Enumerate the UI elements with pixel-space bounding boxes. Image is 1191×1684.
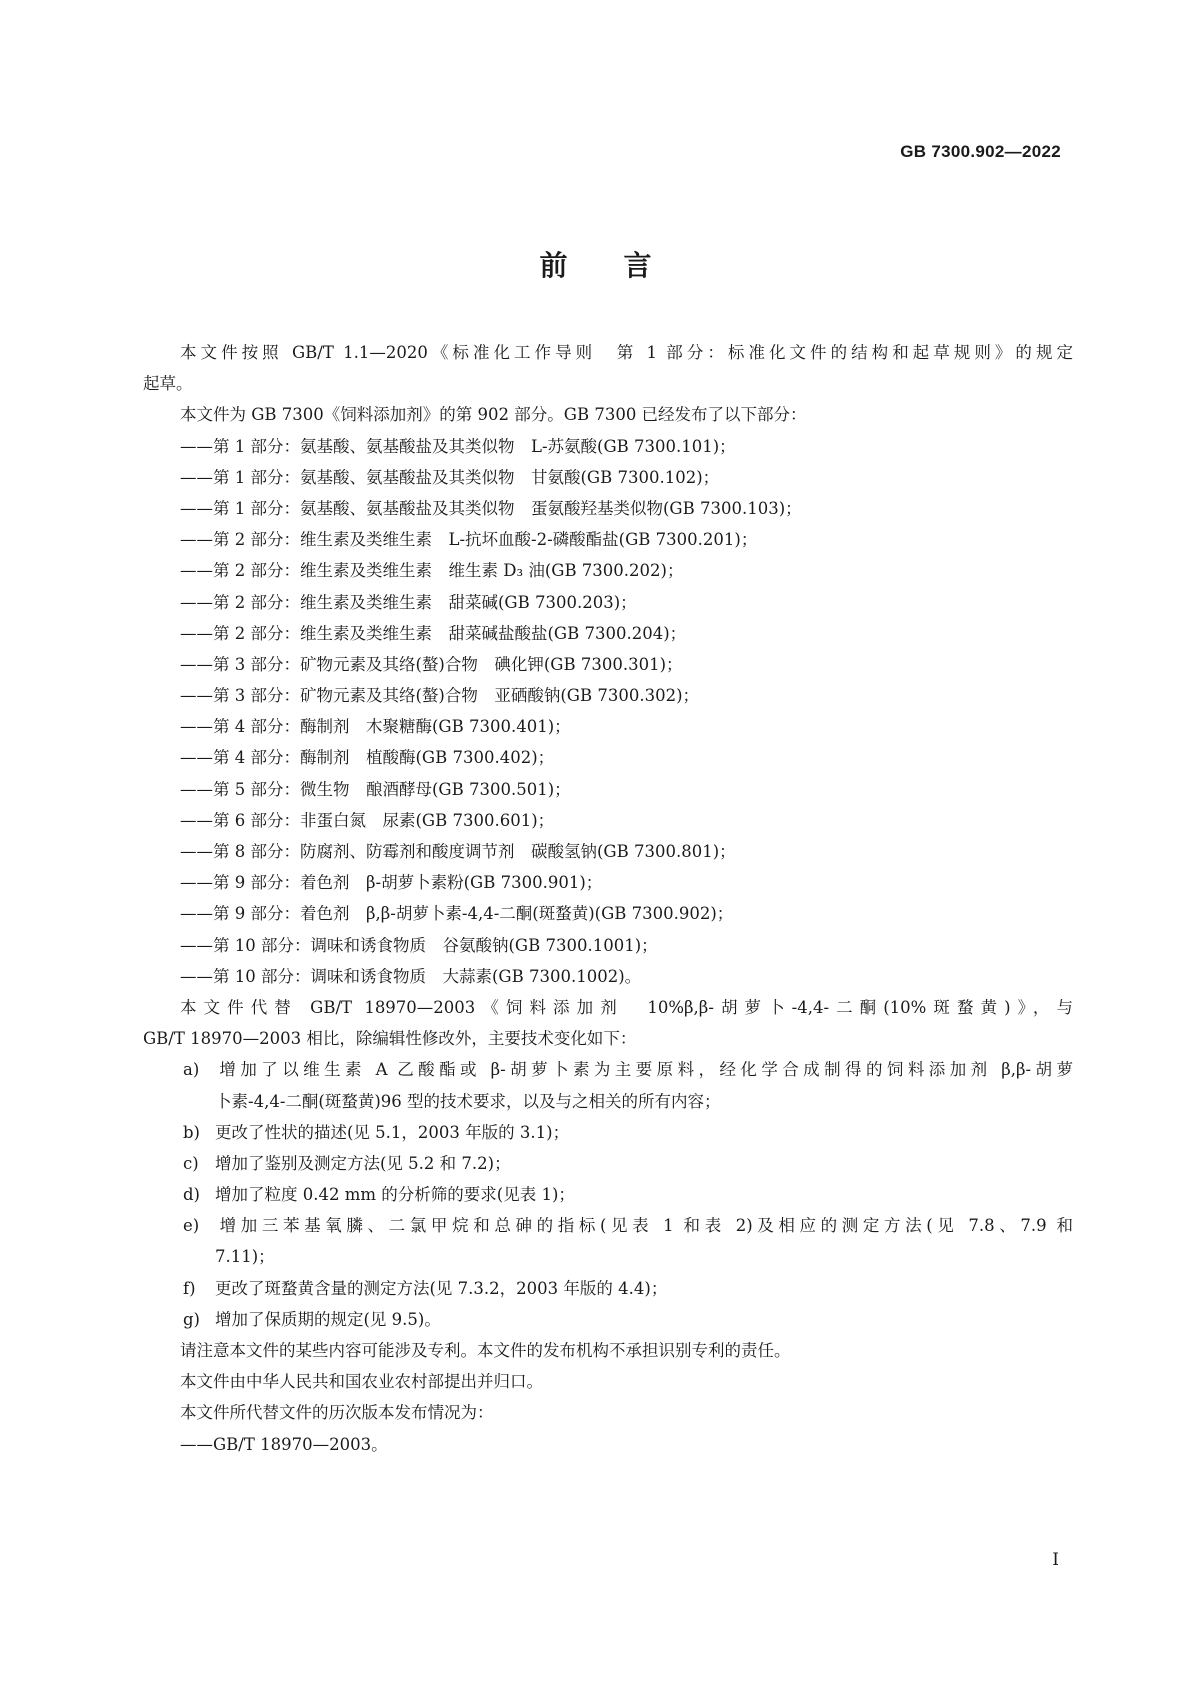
item-label: c) — [183, 1153, 199, 1173]
list-item: ——第 4 部分：酶制剂 植酸酶(GB 7300.402)； — [180, 748, 555, 768]
list-item: ——第 4 部分：酶制剂 木聚糖酶(GB 7300.401)； — [180, 717, 571, 737]
change-item-e — [143, 1210, 1073, 1241]
change-item-g — [143, 1304, 1073, 1335]
list-item: ——第 1 部分：氨基酸、氨基酸盐及其类似物 L-苏氨酸(GB 7300.101)； — [180, 436, 736, 456]
page-number: I — [1052, 1550, 1059, 1570]
page-title: 前言 — [539, 249, 708, 282]
item-text: 增加了粒度 0.42 mm 的分析筛的要求(见表 1)； — [215, 1185, 575, 1205]
replace-statement-line-1: 本文件代替 GB/T 18970—2003《饲料添加剂 10%β,β-胡萝卜-4,4-二酮(10%斑蝥黄)》，与 — [180, 997, 1073, 1017]
item-text: 增加了鉴别及测定方法(见 5.2 和 7.2)； — [215, 1153, 511, 1173]
list-item: ——第 1 部分：氨基酸、氨基酸盐及其类似物 蛋氨酸羟基类似物(GB 7300.103)； — [180, 498, 802, 518]
list-item: ——第 2 部分：维生素及类维生素 L-抗坏血酸-2-磷酸酯盐(GB 7300.201)； — [180, 530, 758, 550]
item-label: d) — [183, 1185, 200, 1205]
item-text: 更改了斑蝥黄含量的测定方法(见 7.3.2，2003 年版的 4.4)； — [215, 1278, 668, 1298]
list-item: ——第 10 部分：调味和诱食物质 谷氨酸钠(GB 7300.1001)； — [180, 935, 658, 955]
list-item: ——第 6 部分：非蛋白氮 尿素(GB 7300.601)； — [180, 810, 555, 830]
list-item: ——第 5 部分：微生物 酿酒酵母(GB 7300.501)； — [180, 779, 571, 799]
parts-list — [143, 431, 1073, 992]
item-text: 增加了保质期的规定(见 9.5)。 — [215, 1309, 441, 1329]
list-item: ——第 3 部分：矿物元素及其络(螯)合物 亚硒酸钠(GB 7300.302)； — [180, 686, 700, 706]
item-text: 增加三苯基氧膦、二氯甲烷和总砷的指标(见表 1 和表 2)及相应的测定方法(见 7.8、7.9 和 — [215, 1216, 1073, 1236]
item-label: a) — [183, 1060, 200, 1080]
change-item-c — [143, 1148, 1073, 1179]
history-item: ——GB/T 18970—2003。 — [180, 1434, 388, 1454]
item-text: 增加了以维生素 A 乙酸酯或 β-胡萝卜素为主要原料，经化学合成制得的饲料添加剂 β,β-胡萝 — [215, 1060, 1073, 1080]
list-item: ——第 2 部分：维生素及类维生素 维生素 D₃ 油(GB 7300.202)； — [180, 561, 684, 581]
change-item-a — [143, 1054, 1073, 1085]
list-item: ——第 8 部分：防腐剂、防霉剂和酸度调节剂 碳酸氢钠(GB 7300.801)； — [180, 842, 736, 861]
change-item-d — [143, 1179, 1073, 1210]
foreword-body — [143, 337, 1073, 1460]
proposer-statement: 本文件由中华人民共和国农业农村部提出并归口。 — [180, 1372, 543, 1392]
doc-code-header: GB 7300.902—2022 — [900, 142, 1061, 161]
list-item: ——第 1 部分：氨基酸、氨基酸盐及其类似物 甘氨酸(GB 7300.102)； — [180, 467, 720, 487]
list-item: ——第 3 部分：矿物元素及其络(螯)合物 碘化钾(GB 7300.301)； — [180, 654, 683, 674]
change-item-b — [143, 1117, 1073, 1148]
list-item: ——第 2 部分：维生素及类维生素 甜菜碱盐酸盐(GB 7300.204)； — [180, 623, 687, 643]
item-label: e) — [183, 1216, 200, 1236]
history-intro: 本文件所代替文件的历次版本发布情况为： — [180, 1403, 494, 1423]
change-item-f — [143, 1273, 1073, 1304]
item-label: b) — [183, 1122, 200, 1142]
list-item: ——第 9 部分：着色剂 β,β-胡萝卜素-4,4-二酮(斑蝥黄)(GB 7300.902)； — [180, 904, 734, 924]
patent-notice: 请注意本文件的某些内容可能涉及专利。本文件的发布机构不承担识别专利的责任。 — [180, 1341, 791, 1360]
list-item: ——第 9 部分：着色剂 β-胡萝卜素粉(GB 7300.901)； — [180, 873, 603, 893]
changes-list — [143, 1054, 1073, 1335]
intro-paragraph-line-2: 起草。 — [143, 374, 193, 394]
series-statement: 本文件为 GB 7300《饲料添加剂》的第 902 部分。GB 7300 已经发布了以下部分： — [180, 405, 807, 425]
list-item: ——第 10 部分：调味和诱食物质 大蒜素(GB 7300.1002)。 — [180, 966, 642, 986]
item-label: g) — [183, 1309, 200, 1329]
item-label: f) — [183, 1278, 196, 1298]
change-item-a-continued: 卜素-4,4-二酮(斑蝥黄)96 型的技术要求，以及与之相关的所有内容； — [215, 1091, 721, 1111]
intro-paragraph-line-1: 本文件按照 GB/T 1.1—2020《标准化工作导则 第 1 部分：标准化文件的结构和起草规则》的规定 — [180, 343, 1073, 362]
change-item-e-continued: 7.11)； — [215, 1247, 275, 1267]
item-text: 更改了性状的描述(见 5.1，2003 年版的 3.1)； — [215, 1122, 570, 1142]
replace-statement-line-2: GB/T 18970—2003 相比，除编辑性修改外，主要技术变化如下： — [143, 1029, 637, 1049]
list-item: ——第 2 部分：维生素及类维生素 甜菜碱(GB 7300.203)； — [180, 592, 637, 612]
